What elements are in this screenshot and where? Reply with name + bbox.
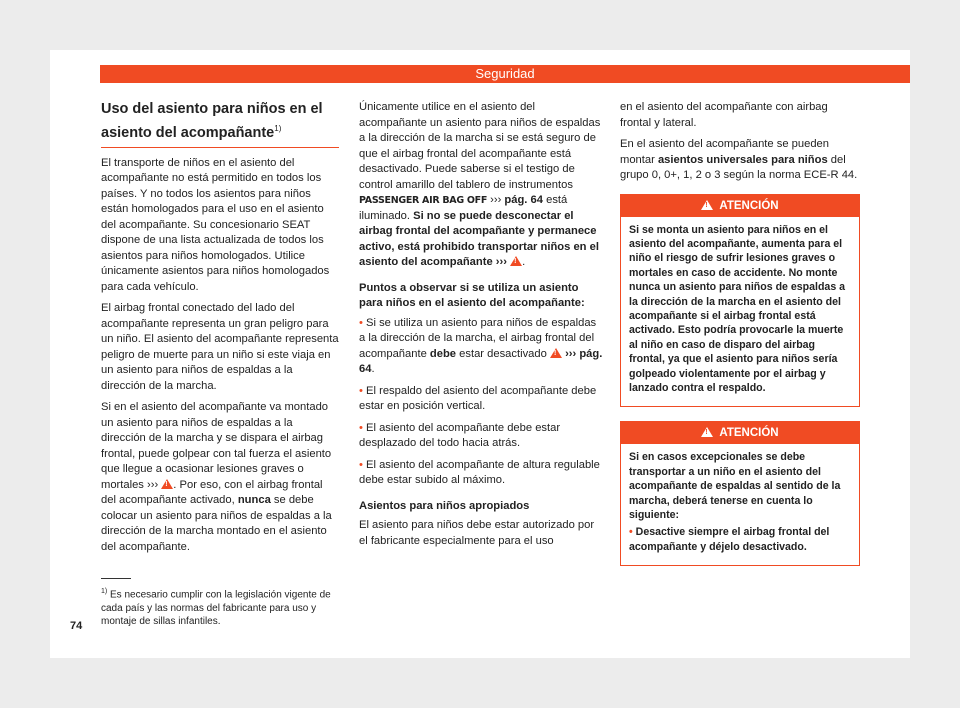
warning-box-header: !ATENCIÓN: [621, 195, 859, 217]
list-item: • El asiento del acompañante debe estar desplazado del todo hacia atrás.: [359, 421, 561, 449]
list-item: • Desactive siempre el airbag frontal del acompañante y déjelo desactivado.: [629, 526, 830, 553]
list-item: • Si se utiliza un asiento para niños de espaldas a la dirección de la marcha, el airbag frontal del acompañante debe estar desactivado ! ››› pág. 64.: [359, 316, 603, 378]
warning-icon: [701, 200, 713, 210]
page-reference-link[interactable]: ››› pág. 64: [359, 347, 603, 375]
warning-box: [620, 194, 860, 408]
passenger-airbag-off-icon: PASSENGER AIR BAG OFF: [359, 195, 488, 206]
page-number: 74: [70, 620, 83, 632]
section-header: Seguridad: [100, 65, 910, 83]
paragraph: Si en el asiento del acompañante va montado un asiento para niños de espaldas a la dirección de la marcha y se dispara el airbag frontal, puede golpear con tal fuerza el asiento que llegue a ocasionar lesiones graves o mortales ››› ! . Por eso, con el airbag frontal del acompañante activado, nunca se debe colocar un asiento para niños de espaldas a la dirección de la marcha montado en el asiento del acompañante.: [101, 400, 339, 555]
subheading: Puntos a observar si se utiliza un asiento para niños en el asiento del acompañante:: [359, 281, 585, 309]
page-reference-link[interactable]: pág. 64: [504, 194, 543, 206]
paragraph: El transporte de niños en el asiento del acompañante no está permitido en todos los países. Y no todos los asientos para niños están homologados para el uso en el asiento del acompañante. Su concesionario SEAT dispone de una lista actualizada de todos los asientos para niños homologados. Utilice únicamente asientos para niños homologados para cada vehículo.: [101, 156, 330, 293]
page: [50, 50, 910, 658]
paragraph: Únicamente utilice en el asiento del acompañante un asiento para niños de espaldas a la dirección de la marcha si se está seguro de que el airbag frontal del acompañante está desactivado. Puede saberse si el testigo de control amarillo del tablero de instrumentos PASSENGER AIR BAG OFF ››› pág. 64 está iluminado. Si no se puede desconectar el airbag frontal del acompañante y permanece activo, está prohibido transportar niños en el asiento del acompañante ››› ! .: [359, 100, 603, 271]
column-3: [620, 100, 860, 566]
warning-icon: [161, 479, 173, 489]
column-2: [359, 100, 603, 555]
paragraph: El airbag frontal conectado del lado del acompañante representa un gran peligro para un niño. El asiento del acompañante representa peligro de muerte para un niño si este viaja en un asiento para niños de espaldas a la dirección de la marcha.: [101, 302, 339, 392]
paragraph: El asiento para niños debe estar autorizado por el fabricante especialmente para el uso: [359, 519, 595, 547]
paragraph: En el asiento del acompañante se pueden montar asientos universales para niños del grupo 0, 0+, 1, 2 o 3 según la norma ECE-R 44.: [620, 138, 858, 181]
section-title: Uso del asiento para niños en el asiento del acompañante$^{1)}$: [101, 100, 339, 148]
warning-icon: [550, 348, 562, 358]
footnote-divider: [101, 578, 131, 579]
footnote: $^{1)}$ Es necesario cumplir con la legislación vigente de cada país y las normas del fabricante para uso y montaje de sillas infantiles.: [101, 578, 339, 629]
paragraph: en el asiento del acompañante con airbag frontal y lateral.: [620, 101, 828, 129]
column-1: [101, 100, 339, 561]
list-item: • El respaldo del asiento del acompañante debe estar en posición vertical.: [359, 384, 597, 412]
warning-icon: [701, 427, 713, 437]
list-item: • El asiento del acompañante de altura regulable debe estar subido al máximo.: [359, 458, 600, 486]
warning-box: [620, 421, 860, 566]
subheading: Asientos para niños apropiados: [359, 499, 530, 512]
warning-box-body: Si en casos excepcionales se debe transportar a un niño en el asiento del acompañante de espaldas al sentido de la marcha, deberá tenerse en cuenta lo siguiente: • Desactive siempre el airbag frontal del acompañante y déjelo desactivado.: [621, 444, 859, 565]
warning-box-body: Si se monta un asiento para niños en el asiento del acompañante, aumenta para el niño el riesgo de sufrir lesiones graves o mortales en caso de accidente. No monte nunca un asiento para niños de espaldas a la dirección de la marcha en el asiento del acompañante si el airbag frontal está activado. Esto podría provocarle la muerte al niño en caso de disparo del airbag frontal, ya que el asiento para niños sería golpeado violentamente por el airbag y lanzado contra el respaldo.: [629, 223, 846, 394]
warning-box-header: !ATENCIÓN: [621, 422, 859, 444]
warning-icon: [510, 256, 522, 266]
